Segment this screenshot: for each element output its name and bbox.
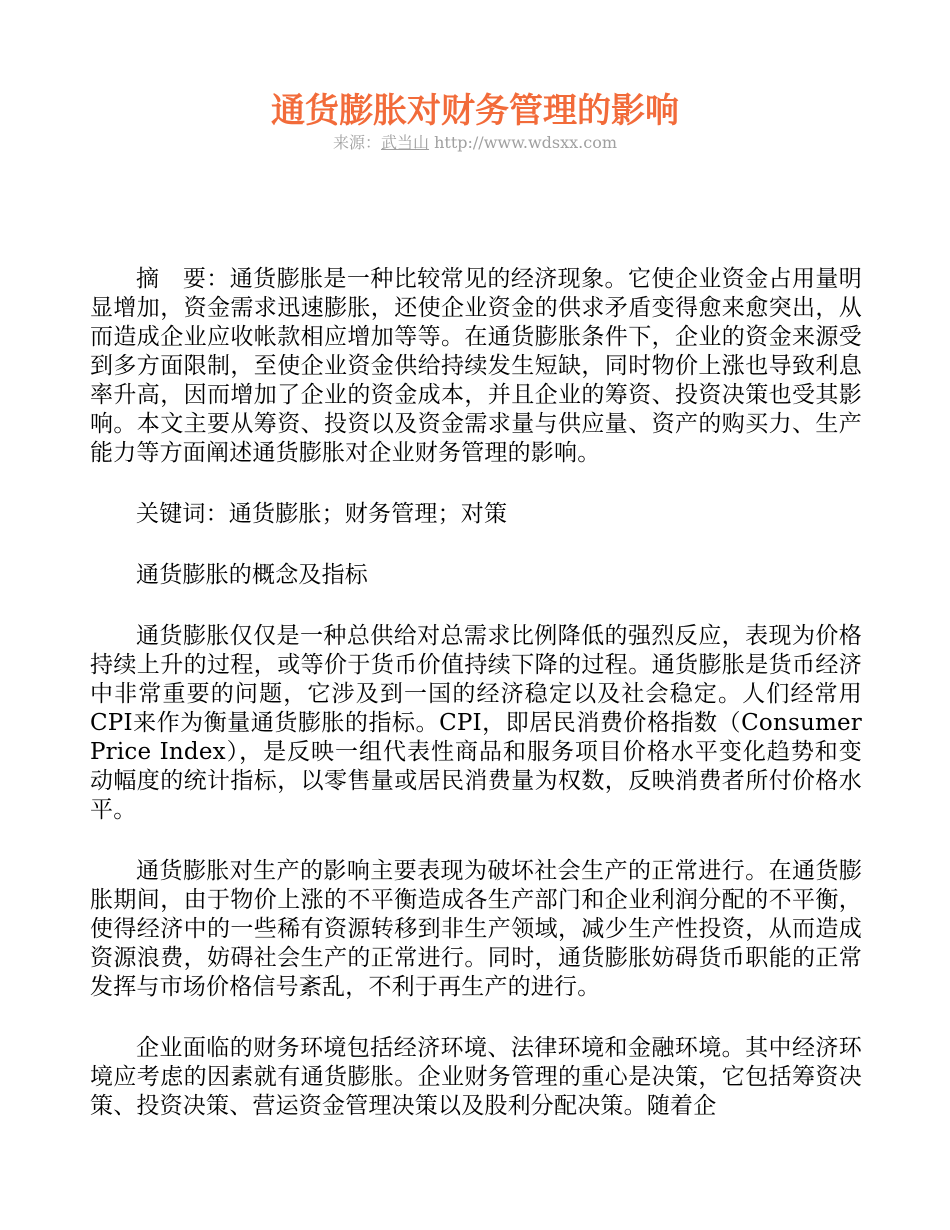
source-url: http://www.wdsxx.com [434,133,618,152]
body-paragraph-1: 通货膨胀仅仅是一种总供给对总需求比例降低的强烈反应，表现为价格持续上升的过程，或等价于货币价值持续下降的过程。通货膨胀是货币经济中非常重要的问题，它涉及到一国的经济稳定以及社会稳定。人们经常用CPI来作为衡量通货膨胀的指标。CPI，即居民消费价格指数（Consumer Price Index），是反映一组代表性商品和服务项目价格水平变化趋势和变动幅度的统计指标，以零售量或居民消费量为权数，反映消费者所付价格水平。 [90,623,862,823]
abstract-paragraph [90,265,862,468]
abstract-label: 摘 要： [136,266,230,292]
abstract-text: 通货膨胀是一种比较常见的经济现象。它使企业资金占用量明显增加，资金需求迅速膨胀，还使企业资金的供求矛盾变得愈来愈突出，从而造成企业应收帐款相应增加等等。在通货膨胀条件下，企业的资金来源受到多方面限制，至使企业资金供给持续发生短缺，同时物价上涨也导致利息率升高，因而增加了企业的资金成本，并且企业的筹资、投资决策也受其影响。本文主要从筹资、投资以及资金需求量与供应量、资产的购买力、生产能力等方面阐述通货膨胀对企业财务管理的影响。 [90,266,862,466]
body-paragraph-2: 通货膨胀对生产的影响主要表现为破坏社会生产的正常进行。在通货膨胀期间，由于物价上涨的不平衡造成各生产部门和企业利润分配的不平衡，使得经济中的一些稀有资源转移到非生产领域，减少生产性投资，从而造成资源浪费，妨碍社会生产的正常进行。同时，通货膨胀妨碍货币职能的正常发挥与市场价格信号紊乱，不利于再生产的进行。 [90,858,862,1000]
section-heading: 通货膨胀的概念及指标 [136,562,368,588]
body-paragraph-3: 企业面临的财务环境包括经济环境、法律环境和金融环境。其中经济环境应考虑的因素就有通货膨胀。企业财务管理的重心是决策，它包括筹资决策、投资决策、营运资金管理决策以及股利分配决策。随着企 [90,1035,862,1119]
article-body [90,265,862,1153]
document-title: 通货膨胀对财务管理的影响 [271,91,679,131]
keywords-line: 关键词：通货膨胀；财务管理；对策 [136,501,508,527]
source-prefix: 来源： [332,133,381,152]
source-site-link[interactable]: 武当山 [381,133,430,152]
source-line [0,132,950,154]
